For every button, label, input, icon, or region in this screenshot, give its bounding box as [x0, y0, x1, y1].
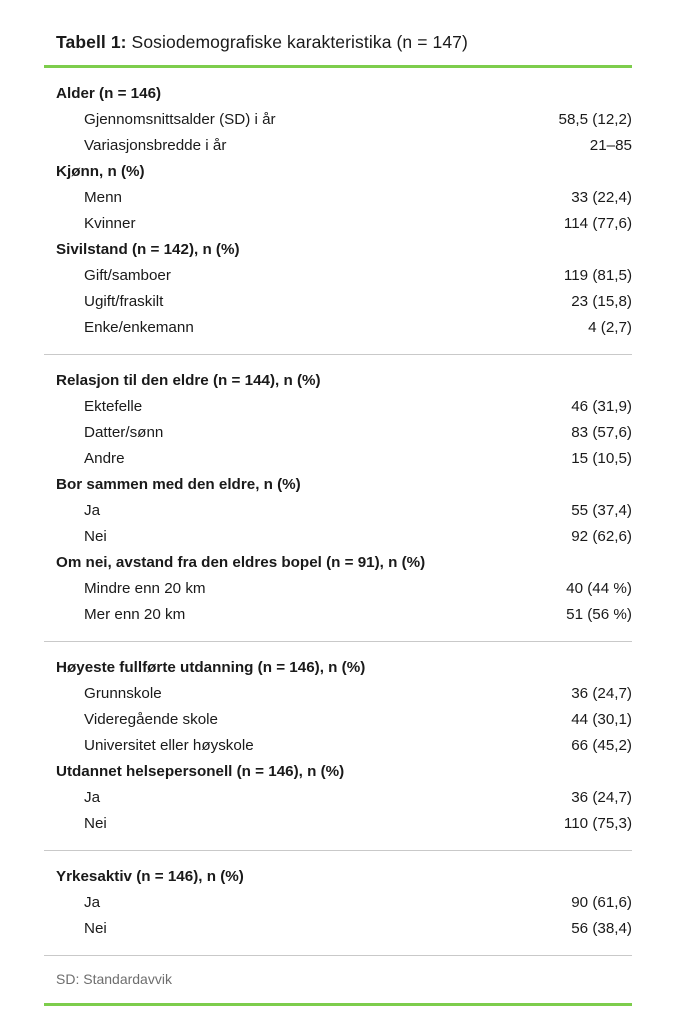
table-row [44, 707, 632, 733]
row-value: 4 (2,7) [588, 319, 632, 336]
row-value [442, 355, 632, 394]
row-value [442, 550, 632, 576]
table-section [44, 355, 632, 641]
row-label: Mer enn 20 km [84, 606, 186, 623]
group-label: Alder (n = 146) [56, 85, 162, 102]
row-label: Grunnskole [84, 685, 162, 702]
row-label: Ja [84, 789, 101, 806]
row-label: Datter/sønn [84, 424, 164, 441]
row-value: 51 (56 %) [566, 606, 632, 623]
table-row [44, 289, 632, 315]
table-section [44, 68, 632, 354]
group-label: Bor sammen med den eldre, n (%) [56, 476, 301, 493]
row-label: Nei [84, 815, 107, 832]
table-row [44, 107, 632, 133]
table-group-row [44, 550, 632, 576]
row-value: 56 (38,4) [571, 920, 632, 937]
row-value: 92 (62,6) [571, 528, 632, 545]
row-value: 119 (81,5) [563, 267, 632, 284]
table-section [44, 851, 632, 955]
table-footnote: SD: Standardavvik [56, 971, 172, 987]
row-value: 15 (10,5) [571, 450, 632, 467]
row-label: Ugift/fraskilt [84, 293, 164, 310]
table-row [44, 498, 632, 524]
caption-label: Tabell 1: [56, 32, 127, 52]
row-value: 90 (61,6) [571, 894, 632, 911]
table-row [44, 524, 632, 550]
table-row [44, 576, 632, 602]
table-row [44, 785, 632, 811]
group-label: Sivilstand (n = 142), n (%) [56, 241, 240, 258]
row-label: Andre [84, 450, 125, 467]
row-label: Nei [84, 528, 107, 545]
group-label: Utdannet helsepersonell (n = 146), n (%) [56, 763, 345, 780]
row-value: 36 (24,7) [571, 789, 632, 806]
table-row [44, 133, 632, 159]
table-group-row [44, 642, 632, 681]
row-value [442, 68, 632, 107]
row-value: 66 (45,2) [571, 737, 632, 754]
row-label: Gift/samboer [84, 267, 171, 284]
group-label: Høyeste fullførte utdanning (n = 146), n (%) [56, 659, 366, 676]
row-label: Menn [84, 189, 122, 206]
row-label: Kvinner [84, 215, 136, 232]
row-value: 55 (37,4) [571, 502, 632, 519]
row-label: Enke/enkemann [84, 319, 194, 336]
table-row [44, 420, 632, 446]
table-row [44, 811, 632, 850]
row-label: Gjennomsnittsalder (SD) i år [84, 111, 276, 128]
row-value [442, 237, 632, 263]
row-value: 110 (75,3) [563, 815, 632, 832]
table-row [44, 602, 632, 641]
group-label: Yrkesaktiv (n = 146), n (%) [56, 868, 244, 885]
table-group-row [44, 355, 632, 394]
row-value: 40 (44 %) [566, 580, 632, 597]
table-row [44, 916, 632, 955]
row-value: 58,5 (12,2) [558, 111, 632, 128]
row-value [442, 759, 632, 785]
table-row [44, 681, 632, 707]
table-caption [44, 0, 632, 53]
table-group-row [44, 68, 632, 107]
row-value: 21–85 [589, 137, 632, 154]
row-label: Ja [84, 502, 101, 519]
table-group-row [44, 851, 632, 890]
row-label: Universitet eller høyskole [84, 737, 254, 754]
group-label: Kjønn, n (%) [56, 163, 145, 180]
table-row [44, 263, 632, 289]
row-label: Videregående skole [84, 711, 218, 728]
row-value: 83 (57,6) [571, 424, 632, 441]
row-value: 114 (77,6) [563, 215, 632, 232]
row-value: 44 (30,1) [571, 711, 632, 728]
table-row [44, 890, 632, 916]
table-row [44, 733, 632, 759]
row-value [442, 159, 632, 185]
row-value: 46 (31,9) [571, 398, 632, 415]
bottom-accent-rule [44, 1003, 632, 1006]
table-row [44, 315, 632, 354]
row-label: Ektefelle [84, 398, 143, 415]
table-row [44, 211, 632, 237]
row-value [442, 472, 632, 498]
table-group-row [44, 759, 632, 785]
row-value [442, 851, 632, 890]
row-label: Mindre enn 20 km [84, 580, 206, 597]
table-row [44, 394, 632, 420]
row-label: Variasjonsbredde i år [84, 137, 227, 154]
group-label: Om nei, avstand fra den eldres bopel (n = 91), n (%) [56, 554, 426, 571]
table-group-row [44, 237, 632, 263]
table-group-row [44, 159, 632, 185]
caption-text: Sosiodemografiske karakteristika (n = 147) [126, 32, 468, 52]
table-row [44, 446, 632, 472]
row-value: 33 (22,4) [571, 189, 632, 206]
table-row [44, 185, 632, 211]
row-value: 36 (24,7) [571, 685, 632, 702]
row-value [442, 642, 632, 681]
table-group-row [44, 472, 632, 498]
row-value: 23 (15,8) [571, 293, 632, 310]
row-label: Nei [84, 920, 107, 937]
row-label: Ja [84, 894, 101, 911]
group-label: Relasjon til den eldre (n = 144), n (%) [56, 372, 321, 389]
table-section [44, 642, 632, 850]
table-sections [44, 68, 632, 955]
